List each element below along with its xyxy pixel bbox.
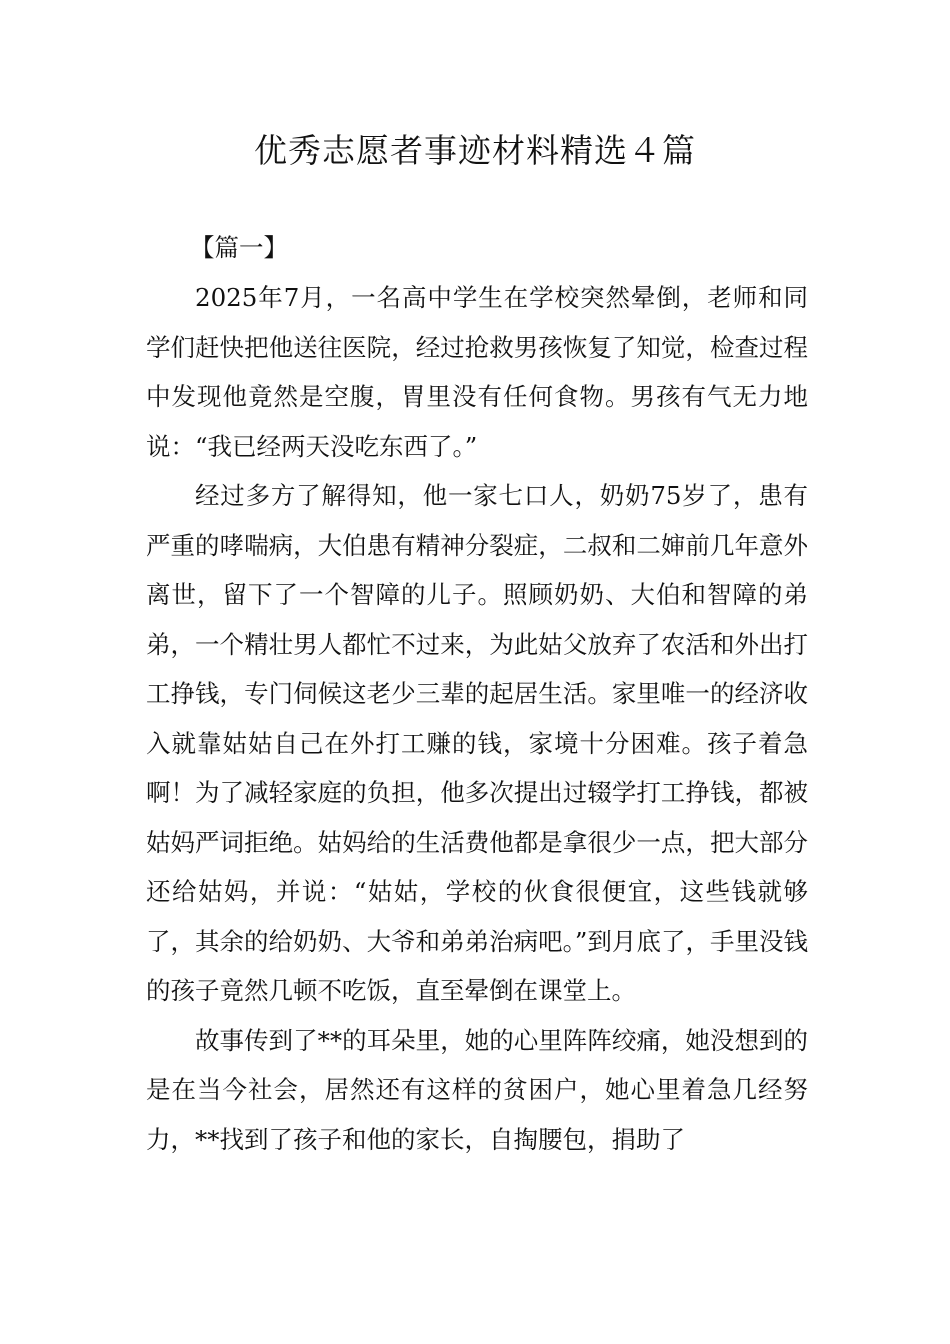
document-body xyxy=(146,223,808,1164)
document-title: 优秀志愿者事迹材料精选４篇 xyxy=(254,131,696,170)
section-label: 【篇一】 xyxy=(190,233,288,262)
paragraph-3: 故事传到了**的耳朵里，她的心里阵阵绞痛，她没想到的是在当今社会，居然还有这样的贫困户，她心里着急几经努力，**找到了孩子和他的家长，自掏腰包，捐助了 xyxy=(146,1025,808,1154)
paragraph-1: 2025年7月，一名高中学生在学校突然晕倒，老师和同学们赶快把他送往医院，经过抢救男孩恢复了知觉，检查过程中发现他竟然是空腹，胃里没有任何食物。男孩有气无力地说：“我已经两天没吃东西了。” xyxy=(146,283,808,461)
paragraph-2: 经过多方了解得知，他一家七口人，奶奶75岁了，患有严重的哮喘病，大伯患有精神分裂症，二叔和二婶前几年意外离世，留下了一个智障的儿子。照顾奶奶、大伯和智障的弟弟，一个精壮男人都忙不过来，为此姑父放弃了农活和外出打工挣钱，专门伺候这老少三辈的起居生活。家里唯一的经济收入就靠姑姑自己在外打工赚的钱，家境十分困难。孩子着急啊！为了减轻家庭的负担，他多次提出过辍学打工挣钱，都被姑妈严词拒绝。姑妈给的生活费他都是拿很少一点，把大部分还给姑妈，并说：“姑姑，学校的伙食很便宜，这些钱就够了，其余的给奶奶、大爷和弟弟治病吧。”到月底了，手里没钱的孩子竟然几顿不吃饭，直至晕倒在课堂上。 xyxy=(146,481,808,1005)
